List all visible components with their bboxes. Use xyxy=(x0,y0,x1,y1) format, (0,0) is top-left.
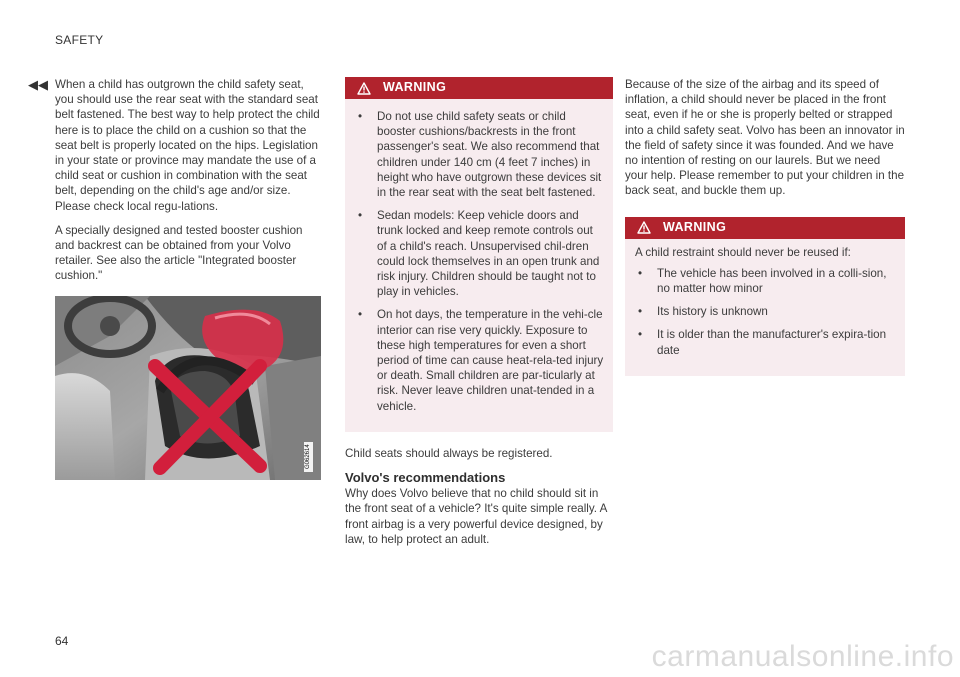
warning-item: • Its history is unknown xyxy=(635,304,897,319)
warning-item: • It is older than the manufacturer's expira-tion date xyxy=(635,327,897,357)
child-outgrown-paragraph: When a child has outgrown the child safety seat, you should use the rear seat with the standard seat belt fastened. The best way to help protect the child here is to place the child on a cushion so that the seat belt is properly located on the hips. Legislation in your state or province may mandate the use of a child seat or cushion in combination with the seat belt, depending on the child's age and/or size. Please check local regu-lations. xyxy=(55,78,320,213)
warning-header xyxy=(345,77,613,99)
warning-item: • The vehicle has been involved in a colli-sion, no matter how minor xyxy=(635,266,897,296)
section-header: SAFETY xyxy=(55,33,104,47)
warning-list xyxy=(625,260,905,358)
continued-from-previous-icon: ◀◀ xyxy=(28,77,48,92)
airbag-paragraph: Because of the size of the airbag and its speed of inflation, a child should never be placed in the front seat, even if he or she is properly belted or strapped into a child safety seat. Volvo has been an innovator in the field of safety since it was founded. And we have no intention of resting on our laurels. But we need your help. Please remember to put your children in the back seat, and buckle them up. xyxy=(625,78,905,198)
warning-title: WARNING xyxy=(383,80,447,95)
warning-item: • Do not use child safety seats or child booster cushions/backrests in the front passenger's seat. We also recommend that children under 140 cm (4 feet 7 inches) in height who have outgrown these devices sit in the rear seat with the seat belt fastened. xyxy=(355,109,605,200)
recommendations-heading: Volvo's recommendations xyxy=(345,470,506,486)
booster-cushion-paragraph: A specially designed and tested booster cushion and backrest can be obtained from your Volvo retailer. See also the article "Integrated booster cushion." xyxy=(55,223,303,283)
warning-triangle-icon xyxy=(357,82,371,95)
recommendations-text: Why does Volvo believe that no child should sit in the front seat of a vehicle? It's quite simple really. A front airbag is a very powerful device designed, by law, to help protect an adult. xyxy=(345,487,607,546)
warning-triangle-icon xyxy=(637,221,651,234)
car-interior-illustration xyxy=(55,296,321,480)
figure-code: G062614 xyxy=(304,442,313,472)
warning-box-restraint-reuse xyxy=(625,217,905,376)
watermark: carmanualsonline.info xyxy=(651,640,954,673)
column-3 xyxy=(625,77,905,376)
warning-list xyxy=(345,99,613,414)
page-number: 64 xyxy=(55,634,69,648)
warning-item: • On hot days, the temperature in the vehi-cle interior can rise very quickly. Exposure to these high temperatures for even a short period of time can cause heat-rela-ted injury or death. Small children are par-ticularly at risk. Never leave children unat-tended in a vehicle. xyxy=(355,307,605,413)
warning-header xyxy=(625,217,905,239)
registered-text: Child seats should always be registered. xyxy=(345,446,553,460)
warning-box-child-seats xyxy=(345,77,613,432)
column-1 xyxy=(55,77,323,480)
warning-intro: A child restraint should never be reused if: xyxy=(635,245,851,259)
warning-title: WARNING xyxy=(663,220,727,235)
child-seat-front-prohibited-figure xyxy=(55,296,321,480)
warning-item: • Sedan models: Keep vehicle doors and trunk locked and keep remote controls out of a child's reach. Unsupervised chil-dren could lock themselves in an open trunk and risk injury. Children should be taught not to play in vehicles. xyxy=(355,208,605,299)
column-2 xyxy=(345,77,613,556)
